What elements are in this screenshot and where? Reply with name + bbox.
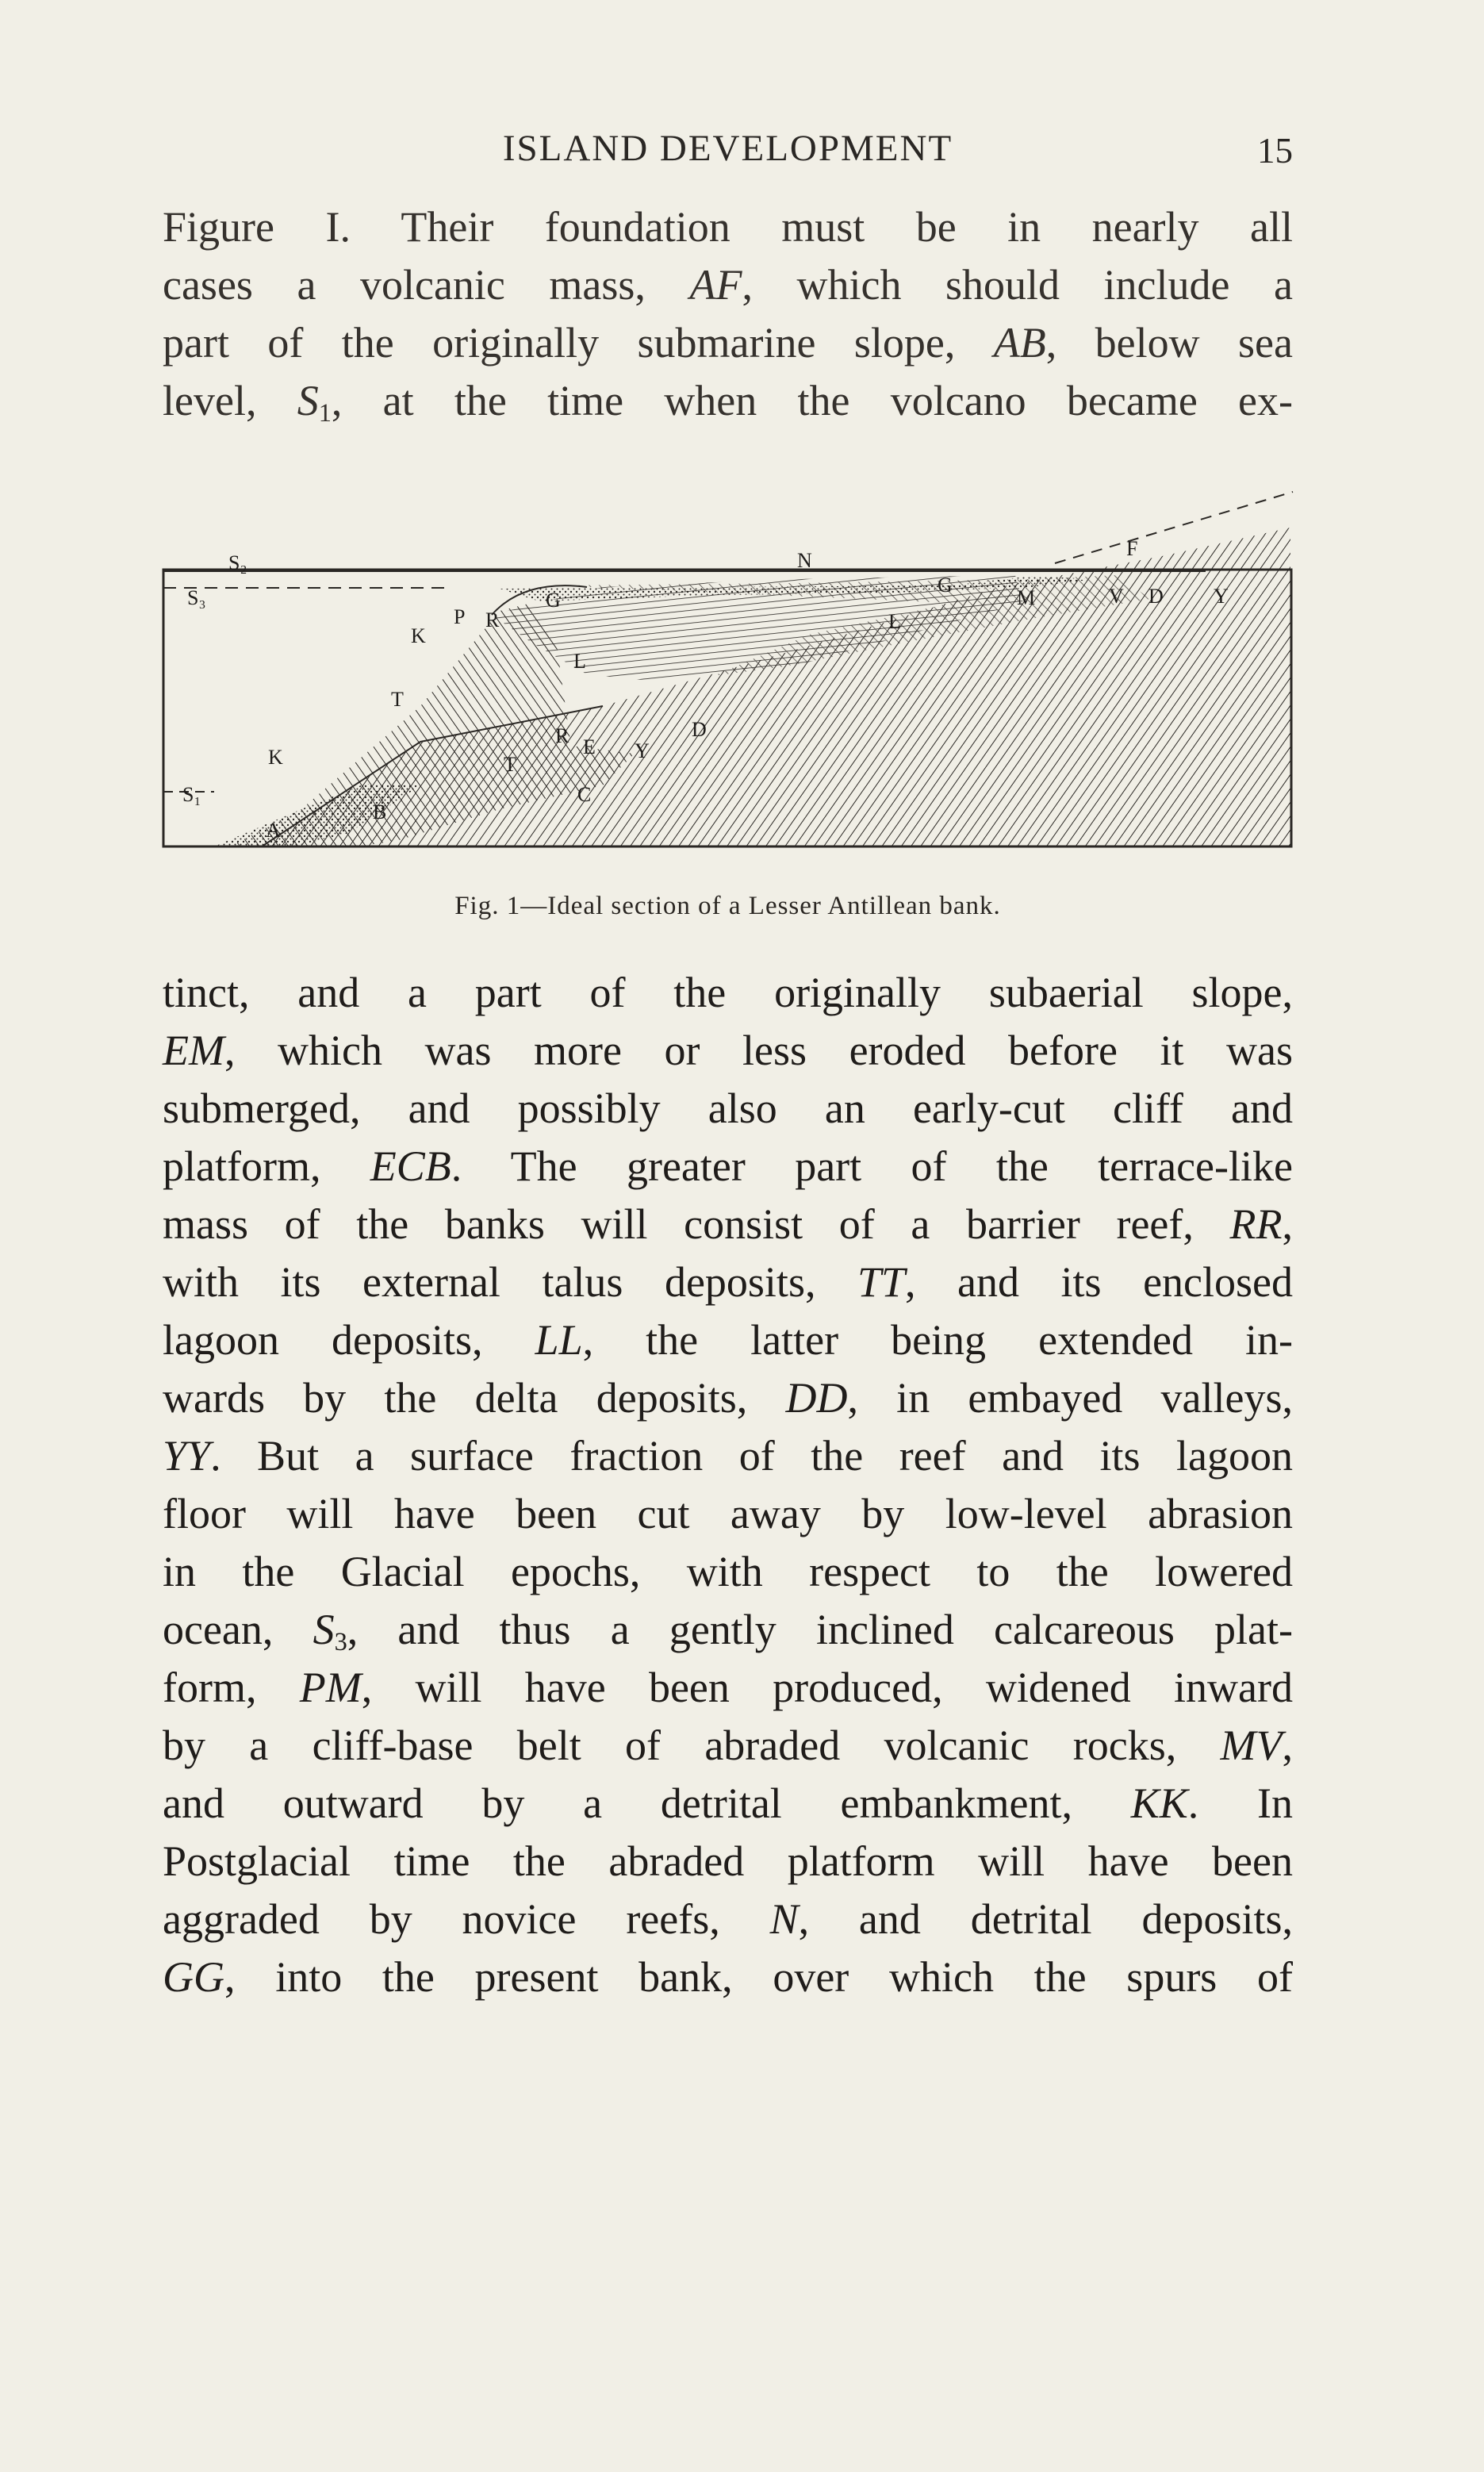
label-v: V [1109,585,1124,608]
text-line: platform, ECB. The greater part of the terrace-like [163,1142,1293,1190]
label-c: C [577,783,592,806]
bank-section-diagram [159,468,1297,865]
label-f: F [1126,537,1138,560]
label-r1: R [485,608,500,631]
body-text-bottom [163,964,1293,2006]
label-m: M [1017,586,1036,609]
label-k1: K [411,624,426,647]
label-g1: G [546,589,561,612]
label-s2: S₂ [228,551,247,574]
label-g2: G [938,574,953,597]
body-text-top [163,198,1293,430]
text-line: tinct, and a part of the originally subaerial slope, [163,969,1293,1016]
text-line: Figure I. Their foundation must be in nearly all [163,203,1293,251]
text-line: YY. But a surface fraction of the reef and its lagoon [163,1432,1293,1480]
text-line: mass of the banks will consist of a barrier reef, RR, [163,1200,1293,1248]
text-line: ocean, $S_3$, and thus a gently inclined calcareous plat- [163,1606,1293,1657]
label-p: P [454,605,466,628]
label-s1: S₁ [182,783,201,806]
label-t2: T [504,753,516,776]
text-line: part of the originally submarine slope, AB, below sea [163,319,1293,367]
text-line: aggraded by novice reefs, N, and detrital deposits, [163,1895,1293,1943]
label-l1: L [888,610,901,633]
label-b: B [373,800,387,823]
label-r2: R [555,724,569,747]
label-t1: T [391,688,404,711]
page-number: 15 [1257,131,1293,171]
label-d1: D [1148,585,1164,608]
running-title: ISLAND DEVELOPMENT [502,128,953,169]
figure-caption: Fig. 1—Ideal section of a Lesser Antillean bank. [454,892,1001,920]
label-y2: Y [635,739,650,762]
label-k2: K [268,746,283,769]
text-line: wards by the delta deposits, DD, in embayed valleys, [163,1374,1293,1422]
text-line: and outward by a detrital embankment, KK. In [163,1779,1293,1827]
text-line: with its external talus deposits, TT, and its enclosed [163,1258,1293,1306]
label-l2: L [573,650,586,673]
text-line: by a cliff-base belt of abraded volcanic rocks, MV, [163,1722,1293,1769]
label-s3: S₃ [187,586,206,609]
label-e: E [583,735,596,758]
text-line: GG, into the present bank, over which the spurs of [163,1953,1293,2001]
label-a: A [266,819,281,842]
label-y1: Y [1214,585,1229,608]
label-d2: D [692,718,707,741]
text-line: Postglacial time the abraded platform will have been [163,1837,1293,1885]
text-line: level, $S_1$, at the time when the volcano became ex- [163,377,1293,428]
text-line: EM, which was more or less eroded before it was [163,1027,1293,1074]
figure-bank-section [159,468,1297,865]
text-line: in the Glacial epochs, with respect to the lowered [163,1548,1293,1595]
running-header [163,127,1293,175]
text-line: lagoon deposits, LL, the latter being extended in- [163,1316,1293,1364]
text-line: submerged, and possibly also an early-cut cliff and [163,1084,1293,1132]
text-line: form, PM, will have been produced, widened inward [163,1664,1294,1711]
label-n: N [797,549,812,572]
text-line: cases a volcanic mass, AF, which should include a [163,261,1293,309]
text-line: floor will have been cut away by low-level abrasion [163,1490,1293,1537]
